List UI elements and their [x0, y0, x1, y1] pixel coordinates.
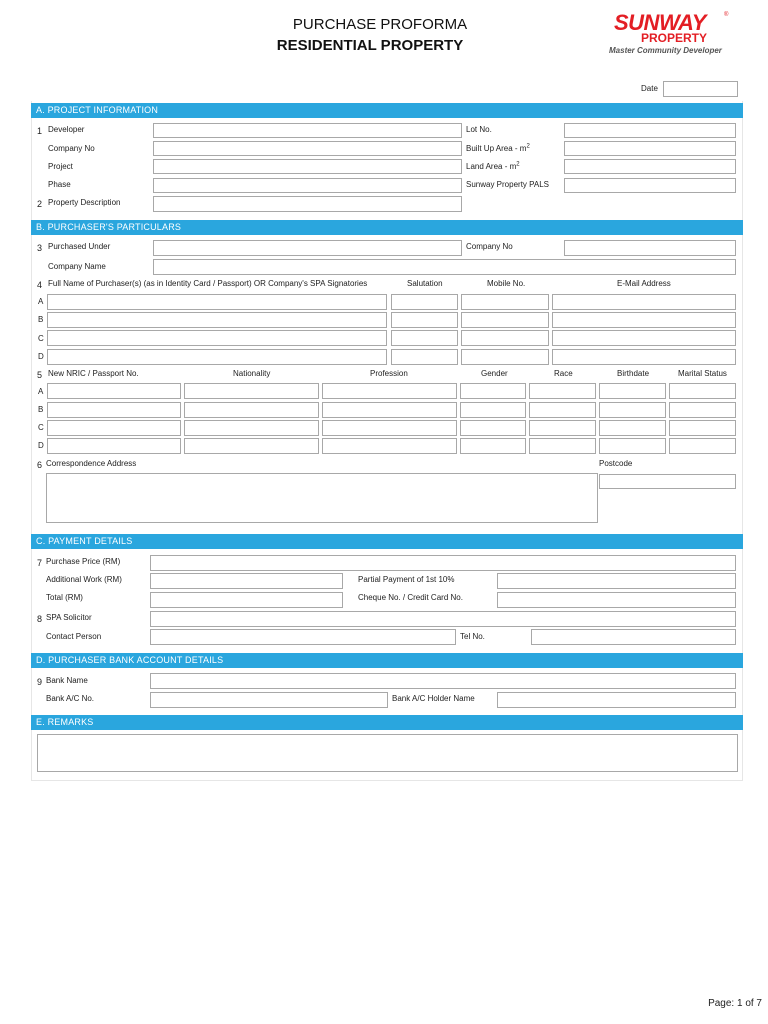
name-row-label-d: D	[38, 352, 44, 361]
salutation-input-c[interactable]	[391, 330, 458, 346]
mobile-input-d[interactable]	[461, 349, 549, 365]
item-number-7: 7	[37, 558, 43, 568]
phase-input[interactable]	[153, 178, 462, 193]
spa-solicitor-label: SPA Solicitor	[46, 613, 92, 622]
built-up-area-unit-superscript: 2	[526, 143, 530, 150]
mobile-input-a[interactable]	[461, 294, 549, 310]
section-a-header: A. PROJECT INFORMATION	[31, 103, 743, 118]
company-no-input[interactable]	[153, 141, 462, 156]
race-input-a[interactable]	[529, 383, 596, 399]
birthdate-input-d[interactable]	[599, 438, 666, 454]
date-input[interactable]	[663, 81, 738, 97]
name-row-label-b: B	[38, 315, 44, 324]
detail-row-label-d: D	[38, 441, 44, 450]
purchase-price-label: Purchase Price (RM)	[46, 557, 121, 566]
sunway-pals-input[interactable]	[564, 178, 736, 193]
total-input[interactable]	[150, 592, 343, 608]
built-up-area-input[interactable]	[564, 141, 736, 156]
nationality-input-b[interactable]	[184, 402, 319, 418]
race-input-d[interactable]	[529, 438, 596, 454]
birthdate-input-b[interactable]	[599, 402, 666, 418]
land-area-unit-superscript: 2	[516, 161, 520, 168]
built-up-area-text: Built Up Area - m	[466, 144, 527, 153]
email-input-b[interactable]	[552, 312, 736, 328]
detail-row-label-c: C	[38, 423, 44, 432]
gender-input-a[interactable]	[460, 383, 526, 399]
bank-ac-holder-input[interactable]	[497, 692, 736, 708]
lot-no-input[interactable]	[564, 123, 736, 138]
gender-label: Gender	[481, 369, 508, 378]
partial-payment-input[interactable]	[497, 573, 736, 589]
profession-input-a[interactable]	[322, 383, 457, 399]
land-area-input[interactable]	[564, 159, 736, 174]
marital-status-input-b[interactable]	[669, 402, 736, 418]
tel-no-input[interactable]	[531, 629, 736, 645]
name-row-label-a: A	[38, 297, 44, 306]
logo-tagline: Master Community Developer	[609, 46, 722, 55]
nationality-label: Nationality	[233, 369, 271, 378]
phase-label: Phase	[48, 180, 71, 189]
cheque-no-label: Cheque No. / Credit Card No.	[358, 593, 463, 602]
company-name-label: Company Name	[48, 262, 106, 271]
gender-input-d[interactable]	[460, 438, 526, 454]
nationality-input-a[interactable]	[184, 383, 319, 399]
property-description-input[interactable]	[153, 196, 462, 212]
logo-registered-mark: ®	[724, 12, 729, 18]
purchased-under-label: Purchased Under	[48, 242, 111, 251]
logo-brand: SUNWAY	[614, 10, 706, 35]
email-input-d[interactable]	[552, 349, 736, 365]
email-label: E-Mail Address	[617, 279, 671, 288]
land-area-text: Land Area - m	[466, 162, 517, 171]
purchased-under-input[interactable]	[153, 240, 462, 256]
name-input-c[interactable]	[47, 330, 387, 346]
birthdate-input-c[interactable]	[599, 420, 666, 436]
project-label: Project	[48, 162, 73, 171]
gender-input-b[interactable]	[460, 402, 526, 418]
item-number-3: 3	[37, 243, 43, 253]
correspondence-address-input[interactable]	[46, 473, 598, 523]
marital-status-input-a[interactable]	[669, 383, 736, 399]
cheque-no-input[interactable]	[497, 592, 736, 608]
salutation-input-d[interactable]	[391, 349, 458, 365]
nationality-input-d[interactable]	[184, 438, 319, 454]
developer-input[interactable]	[153, 123, 462, 138]
marital-status-label: Marital Status	[678, 369, 727, 378]
salutation-label: Salutation	[407, 279, 443, 288]
bank-name-input[interactable]	[150, 673, 736, 689]
built-up-area-label	[466, 144, 530, 154]
company-no-label: Company No	[48, 144, 95, 153]
item-number-4: 4	[37, 280, 43, 290]
sunway-pals-label: Sunway Property PALS	[466, 180, 550, 189]
profession-input-b[interactable]	[322, 402, 457, 418]
logo-sub: PROPERTY	[641, 31, 708, 45]
profession-label: Profession	[370, 369, 408, 378]
postcode-input[interactable]	[599, 474, 736, 489]
nationality-input-c[interactable]	[184, 420, 319, 436]
section-b-header: B. PURCHASER'S PARTICULARS	[31, 220, 743, 235]
project-input[interactable]	[153, 159, 462, 174]
profession-input-d[interactable]	[322, 438, 457, 454]
developer-label: Developer	[48, 125, 85, 134]
nric-input-b[interactable]	[47, 402, 181, 418]
section-c-header: C. PAYMENT DETAILS	[31, 534, 743, 549]
race-input-c[interactable]	[529, 420, 596, 436]
item-number-1: 1	[37, 126, 43, 136]
birthdate-input-a[interactable]	[599, 383, 666, 399]
contact-person-label: Contact Person	[46, 632, 102, 641]
bank-ac-no-label: Bank A/C No.	[46, 694, 95, 703]
name-input-a[interactable]	[47, 294, 387, 310]
salutation-input-b[interactable]	[391, 312, 458, 328]
property-description-label: Property Description	[48, 198, 121, 207]
name-row-label-c: C	[38, 334, 44, 343]
item-number-2: 2	[37, 199, 43, 209]
race-label: Race	[554, 369, 573, 378]
item-number-6: 6	[37, 460, 43, 470]
item-number-8: 8	[37, 614, 43, 624]
form-title: PURCHASE PROFORMA	[292, 16, 468, 33]
spa-solicitor-input[interactable]	[150, 611, 736, 627]
page-number: Page: 1 of 7	[708, 998, 762, 1009]
profession-input-c[interactable]	[322, 420, 457, 436]
marital-status-input-d[interactable]	[669, 438, 736, 454]
email-input-c[interactable]	[552, 330, 736, 346]
lot-no-label: Lot No.	[466, 125, 492, 134]
item-number-5: 5	[37, 370, 43, 380]
bank-name-label: Bank Name	[46, 676, 88, 685]
nric-label: New NRIC / Passport No.	[48, 369, 139, 378]
land-area-label	[466, 162, 520, 172]
section-e-header: E. REMARKS	[31, 715, 743, 730]
detail-row-label-b: B	[38, 405, 44, 414]
postcode-label: Postcode	[599, 459, 633, 468]
additional-work-label: Additional Work (RM)	[46, 575, 122, 584]
salutation-input-a[interactable]	[391, 294, 458, 310]
purchaser-company-no-input[interactable]	[564, 240, 736, 256]
marital-status-input-c[interactable]	[669, 420, 736, 436]
form-subtitle: RESIDENTIAL PROPERTY	[276, 37, 464, 54]
bank-ac-no-input[interactable]	[150, 692, 388, 708]
purchase-price-input[interactable]	[150, 555, 736, 571]
race-input-b[interactable]	[529, 402, 596, 418]
name-input-d[interactable]	[47, 349, 387, 365]
total-label: Total (RM)	[46, 593, 83, 602]
mobile-no-label: Mobile No.	[487, 279, 526, 288]
mobile-input-c[interactable]	[461, 330, 549, 346]
remarks-input[interactable]	[37, 734, 738, 772]
nric-input-a[interactable]	[47, 383, 181, 399]
date-label: Date	[641, 84, 658, 93]
detail-row-label-a: A	[38, 387, 44, 396]
tel-no-label: Tel No.	[460, 632, 485, 641]
partial-payment-label: Partial Payment of 1st 10%	[358, 575, 455, 584]
additional-work-input[interactable]	[150, 573, 343, 589]
bank-ac-holder-label: Bank A/C Holder Name	[392, 694, 475, 703]
mobile-input-b[interactable]	[461, 312, 549, 328]
item-number-9: 9	[37, 677, 43, 687]
contact-person-input[interactable]	[150, 629, 456, 645]
correspondence-address-label: Correspondence Address	[46, 459, 137, 468]
birthdate-label: Birthdate	[617, 369, 650, 378]
company-name-input[interactable]	[153, 259, 736, 275]
section-d-header: D. PURCHASER BANK ACCOUNT DETAILS	[31, 653, 743, 668]
purchaser-company-no-label: Company No	[466, 242, 513, 251]
nric-input-c[interactable]	[47, 420, 181, 436]
name-input-b[interactable]	[47, 312, 387, 328]
full-name-label: Full Name of Purchaser(s) (as in Identity Card / Passport) OR Company's SPA Signatories	[48, 279, 368, 288]
nric-input-d[interactable]	[47, 438, 181, 454]
email-input-a[interactable]	[552, 294, 736, 310]
gender-input-c[interactable]	[460, 420, 526, 436]
